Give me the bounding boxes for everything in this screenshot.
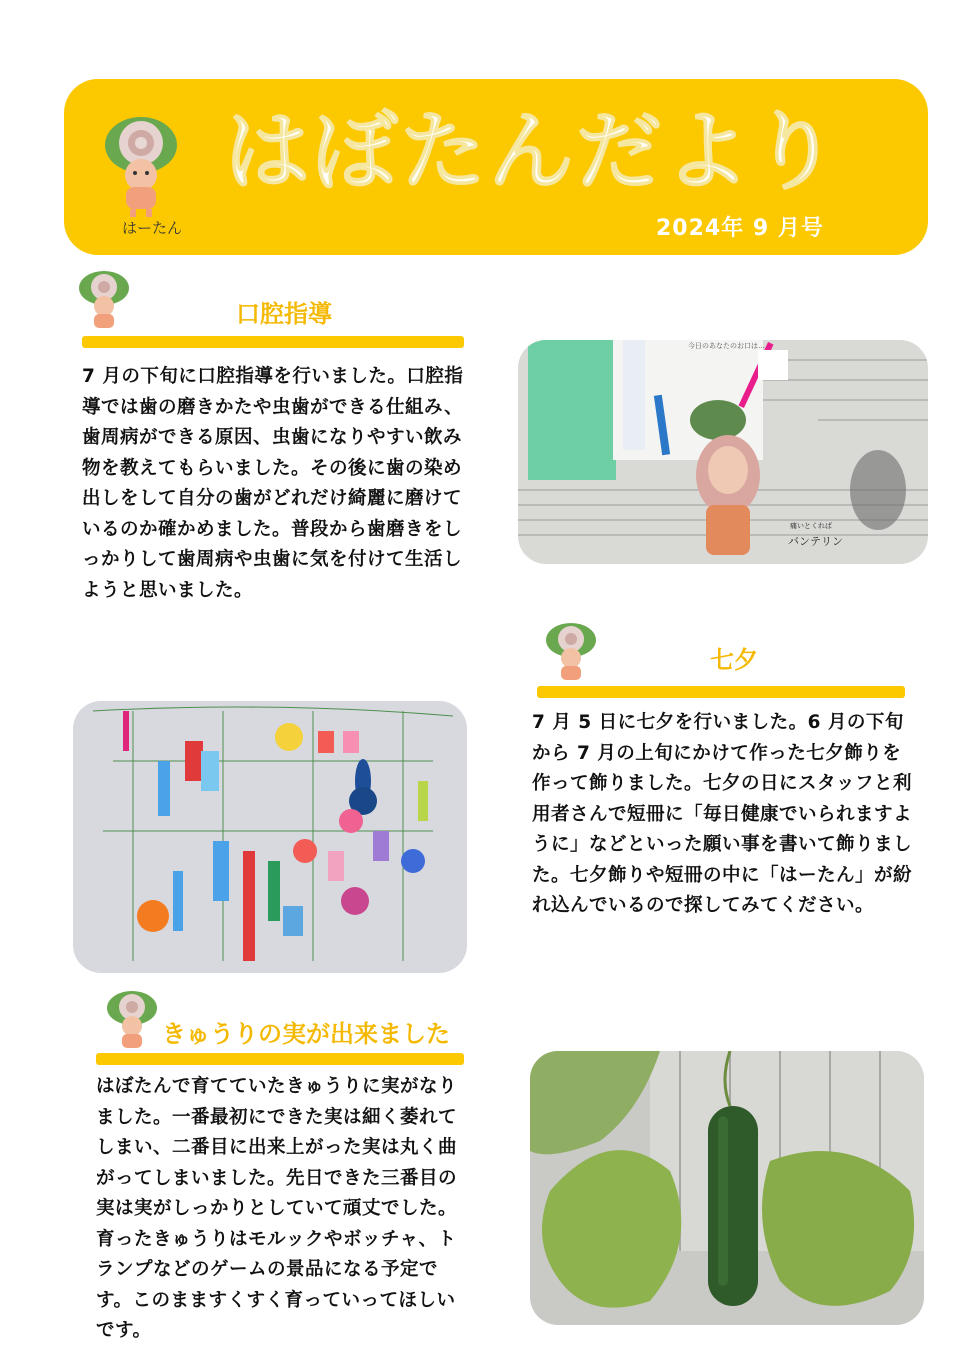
photo-cucumber	[530, 1051, 924, 1325]
photo-tanabata	[73, 701, 467, 973]
newsletter-title: はぼたんだより	[224, 102, 840, 202]
section-text-oral: 7 月の下旬に口腔指導を行いました。口腔指導では歯の磨きかたや虫歯ができる仕組み、歯周病ができる原因、虫歯になりやすい飲み物を教えてもらいました。その後に歯の染め出しをして自分の歯がどれだけ綺麗に磨けているのか確かめました。普段から歯磨きをしっかりして歯周病や虫歯に気を付けて生活しようと思いました。	[82, 366, 464, 601]
section-divider-cucumber	[96, 1053, 464, 1065]
section-title-tanabata: 七夕	[710, 646, 758, 674]
sheet-title-text: 今日のあなたのお口は…	[688, 342, 765, 350]
mascot-small-icon	[106, 990, 158, 1052]
section-divider-tanabata	[537, 686, 905, 698]
mascot-small-icon	[545, 622, 597, 684]
section-divider-oral	[82, 336, 464, 348]
mascot-haatan-icon	[102, 113, 180, 218]
mascot-caption: はーたん	[122, 219, 183, 237]
section-title-oral: 口腔指導	[236, 300, 332, 328]
issue-date: 2024年 9 月号	[656, 216, 824, 241]
mascot-small-icon	[78, 270, 130, 332]
photo-oral-care	[518, 340, 928, 564]
section-text-cucumber: はぼたんで育てていたきゅうりに実がなりました。一番最初にできた実は細く萎れてしまい、二番目に出来上がった実は丸く曲がってしまいました。先日できた三番目の実は実がしっかりとしていて頑丈でした。育ったきゅうりはモルックやボッチャ、トランプなどのゲームの景品になる予定です。このまますくすく育っていってほしいです。	[96, 1076, 458, 1341]
section-title-cucumber: きゅうりの実が出来ました	[162, 1020, 450, 1048]
section-text-tanabata: 7 月 5 日に七夕を行いました。6 月の下旬から 7 月の上旬にかけて作った七夕飾りを作って飾りました。七夕の日にスタッフと利用者さんで短冊に「毎日健康でいられますように」などといった願い事を書いて飾りました。七夕飾りや短冊の中に「はーたん」が紛れ込んでいるので探してみてください。	[532, 712, 913, 916]
news-small-text: 痛いとくれば	[790, 522, 832, 530]
news-headline-text: バンテリン	[788, 535, 843, 548]
header-banner	[64, 79, 928, 255]
